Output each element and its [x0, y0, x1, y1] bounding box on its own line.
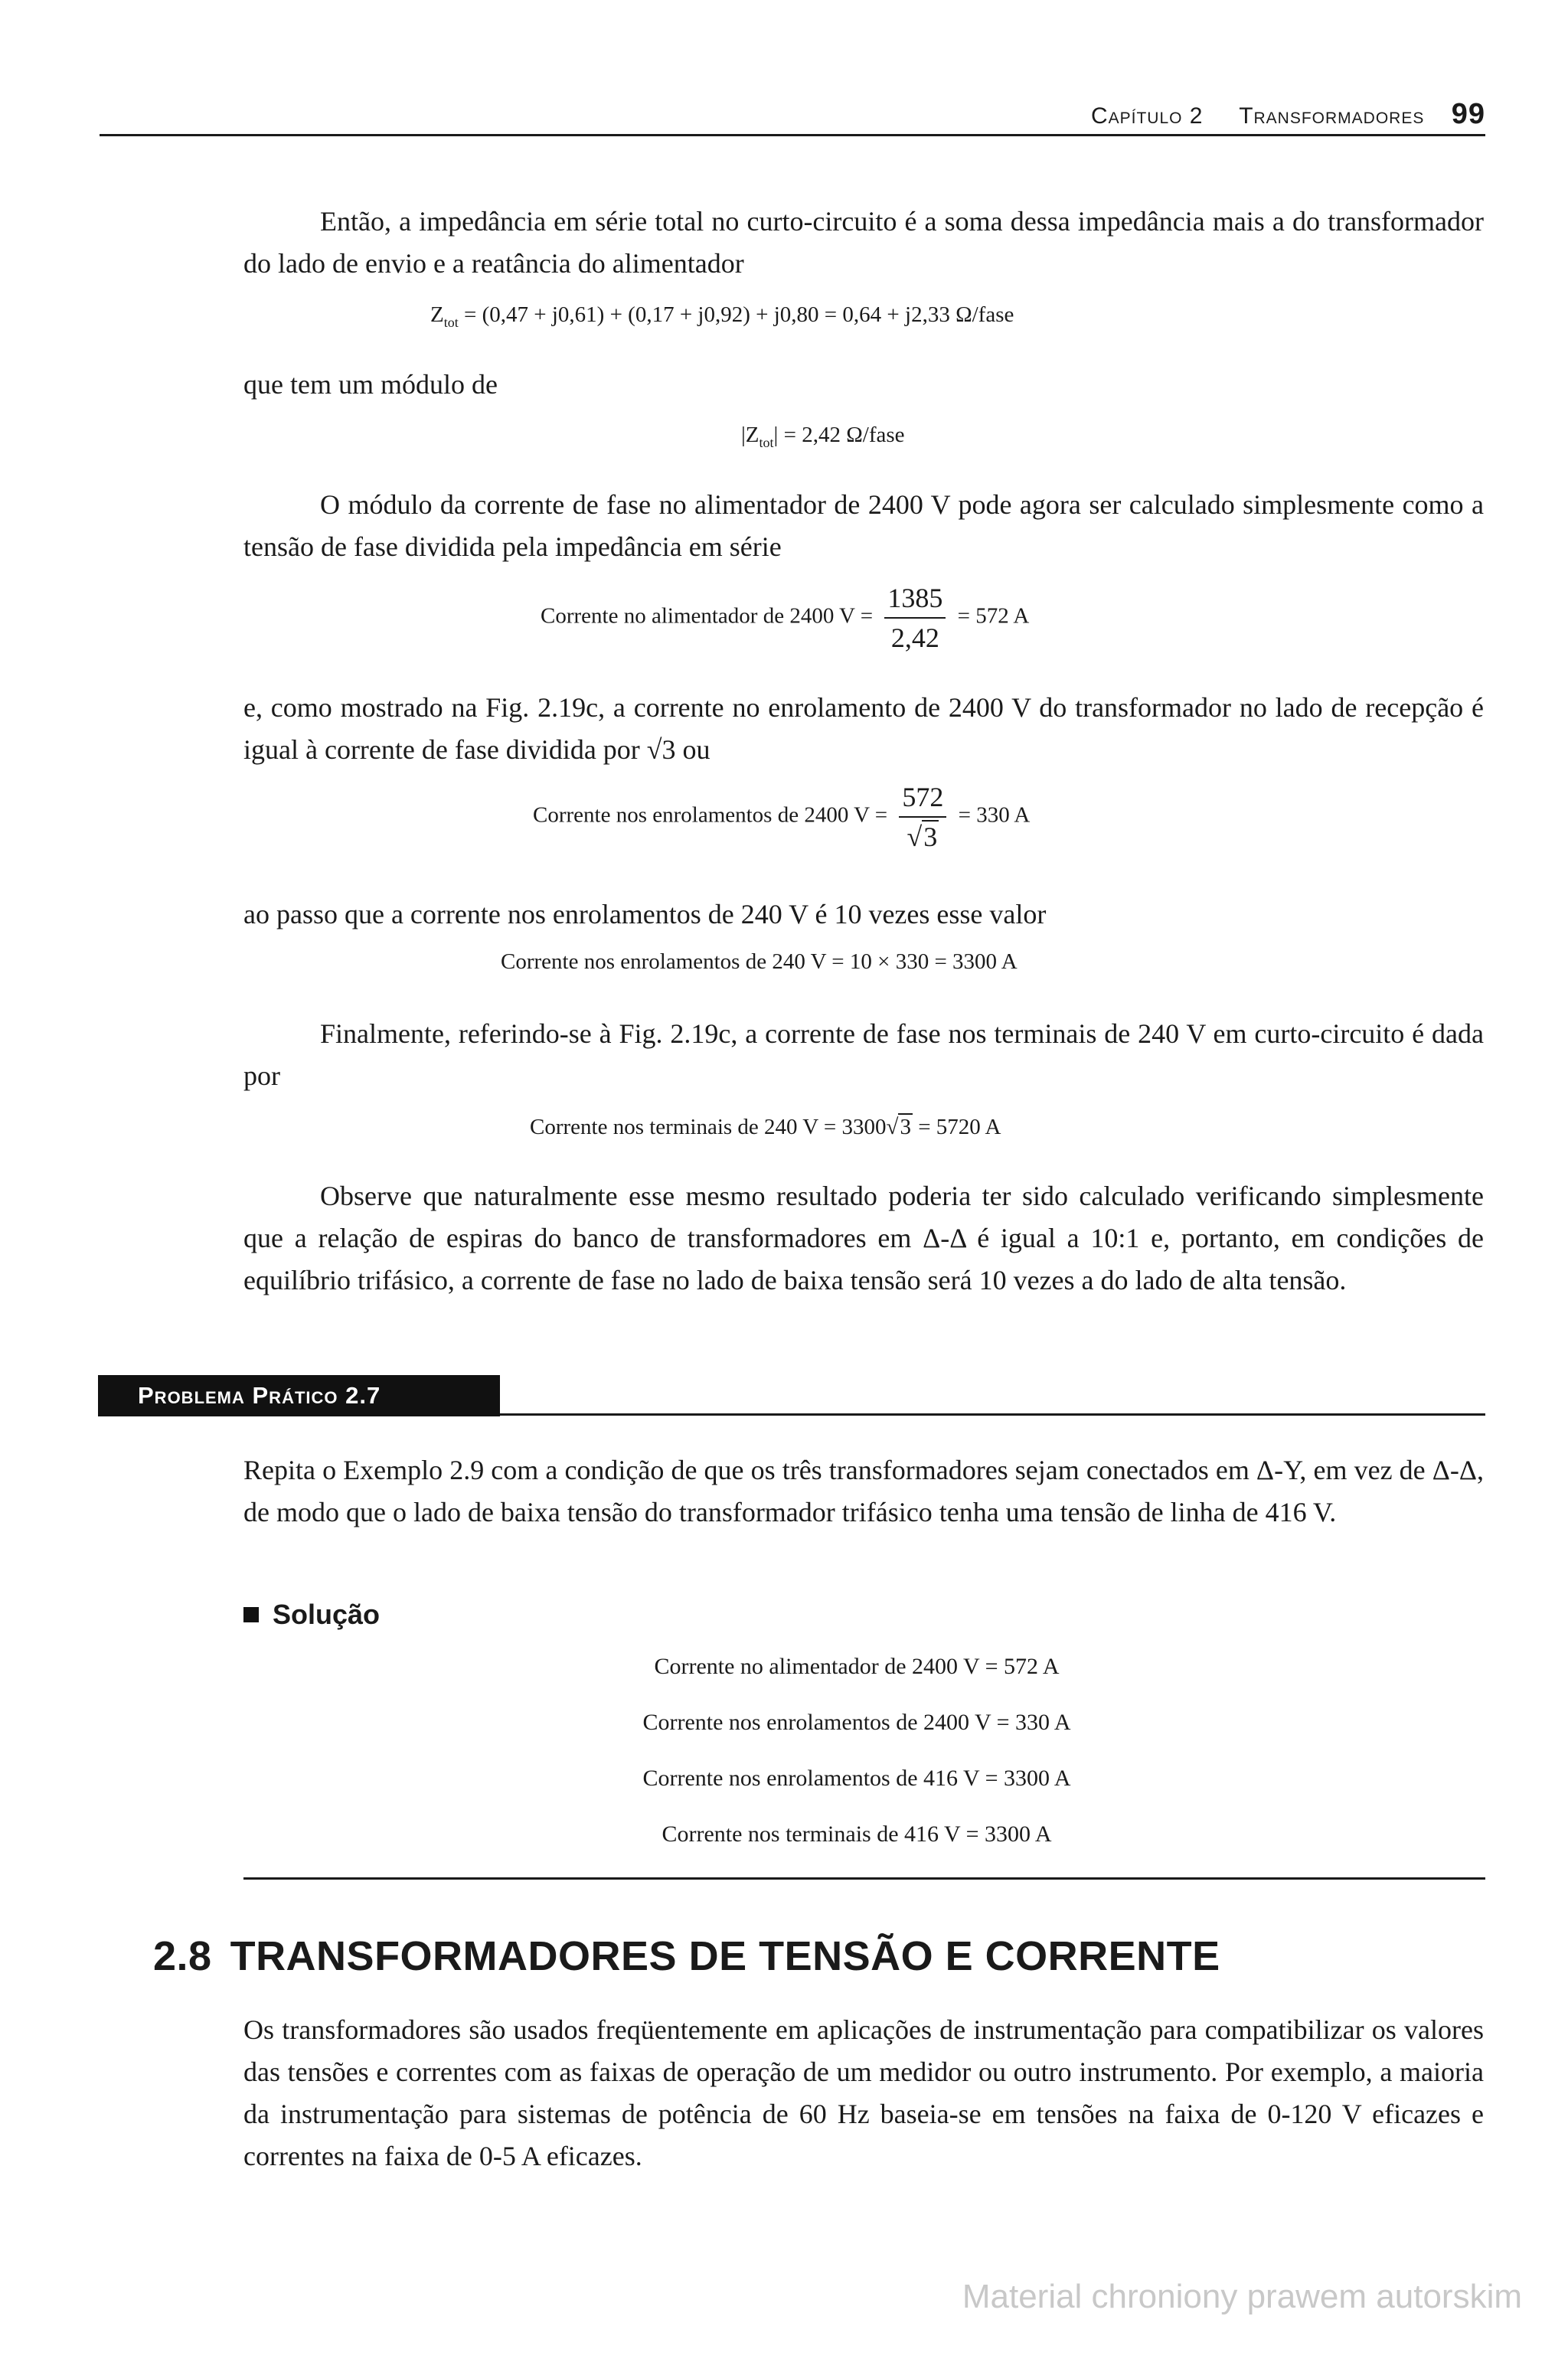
equation-terminal-240 — [530, 1115, 1001, 1140]
eq2-rhs: | = 2,42 Ω/fase — [773, 423, 905, 447]
equation-z-total — [430, 302, 1014, 331]
eq6-radicand: 3 — [900, 1115, 911, 1139]
practice-problem-label — [98, 1375, 500, 1416]
equation-winding-240: Corrente nos enrolamentos de 240 V = 10 × 330 = 3300 A — [501, 949, 1018, 974]
solution-heading — [243, 1599, 380, 1631]
eq3-fraction — [884, 582, 946, 654]
page-number: 99 — [1451, 98, 1485, 130]
eq6-lhs: Corrente nos terminais de 240 V = 3300 — [530, 1115, 887, 1139]
section-title-text: TRANSFORMADORES DE TENSÃO E CORRENTE — [230, 1933, 1220, 1979]
paragraph-phase-current: O módulo da corrente de fase no alimentador de 2400 V pode agora ser calculado simplesmente como a tensão de fase dividida pela impedância em série — [243, 489, 1484, 562]
section-title — [153, 1932, 1220, 1980]
paragraph-observation: Observe que naturalmente esse mesmo resultado poderia ter sido calculado verificando simplesmente que a relação de espiras do banco de transformadores em Δ-Δ é igual a 10:1 e, portanto, em condições de equilíbrio trifásico, a corrente de fase no lado de baixa tensão será 10 vezes a do lado de alta tensão. — [243, 1181, 1484, 1295]
solution-line: Corrente nos enrolamentos de 2400 V = 330 A — [642, 1710, 1071, 1735]
eq3-rhs: = 572 A — [957, 603, 1030, 629]
paragraph-winding-current: e, como mostrado na Fig. 2.19c, a corrente no enrolamento de 2400 V do transformador no lado de recepção é igual à corrente de fase dividida por √3 ou — [243, 692, 1484, 765]
eq6-rhs: = 5720 A — [918, 1115, 1001, 1139]
eq3-denominator: 2,42 — [890, 622, 939, 653]
equation-feeder-current — [541, 582, 1029, 654]
running-header — [1091, 98, 1485, 131]
eq2-lhs: |Z — [741, 423, 760, 447]
bullet-square-icon — [243, 1607, 259, 1622]
chapter-label: Capítulo 2 — [1090, 103, 1204, 129]
practice-problem-text: Repita o Exemplo 2.9 com a condição de que os três transformadores sejam conectados em Δ-Y, em vez de Δ-Δ, de modo que o lado de baixa tensão do transformador trifásico tenha uma tensão de linha de 416 V. — [243, 1455, 1484, 1527]
equation-z-modulus — [741, 423, 905, 451]
solution-line: Corrente no alimentador de 2400 V = 572 A — [654, 1654, 1060, 1679]
eq6-sqrt-sign: √ — [886, 1115, 899, 1139]
equation-winding-2400 — [533, 781, 1030, 853]
practice-problem-label-text: Problema Prático 2.7 — [138, 1382, 381, 1409]
eq1-rhs: = (0,47 + j0,61) + (0,17 + j0,92) + j0,80 = 0,64 + j2,33 Ω/fase — [463, 302, 1014, 327]
eq1-lhs: Z — [430, 302, 444, 327]
eq3-lhs: Corrente no alimentador de 2400 V = — [541, 603, 874, 629]
eq4-numerator: 572 — [899, 781, 946, 818]
eq4-lhs: Corrente nos enrolamentos de 2400 V = — [533, 802, 888, 828]
practice-problem-rule — [500, 1413, 1485, 1416]
chapter-title: Transformadores — [1239, 103, 1425, 129]
solution-label: Solução — [273, 1599, 381, 1630]
eq4-sqrt-sign: √ — [906, 822, 923, 852]
paragraph-modulus-intro: que tem um módulo de — [243, 369, 498, 400]
paragraph-total-impedance: Então, a impedância em série total no curto-circuito é a soma dessa impedância mais a do transformador do lado de envio e a reatância do alimentador — [243, 206, 1484, 279]
eq4-fraction — [899, 781, 946, 853]
solution-line: Corrente nos terminais de 416 V = 3300 A — [662, 1821, 1052, 1847]
paragraph-240v-intro: ao passo que a corrente nos enrolamentos de 240 V é 10 vezes esse valor — [243, 899, 1047, 929]
eq3-numerator: 1385 — [884, 582, 946, 619]
eq1-subscript: tot — [443, 314, 459, 330]
eq4-denominator — [899, 818, 946, 853]
copyright-watermark: Material chroniony prawem autorskim — [962, 2278, 1522, 2315]
practice-end-rule — [243, 1877, 1485, 1880]
section-paragraph: Os transformadores são usados freqüentemente em aplicações de instrumentação para compatibilizar os valores das tensões e correntes com as faixas de operação de um medidor ou outro instrumento. Por exemplo, a maioria da instrumentação para sistemas de potência de 60 Hz baseia-se em tensões na faixa de 0-120 V eficazes e correntes na faixa de 0-5 A eficazes. — [243, 2014, 1484, 2171]
eq4-radicand: 3 — [923, 822, 938, 852]
header-rule — [100, 134, 1485, 136]
section-number: 2.8 — [153, 1933, 212, 1979]
solution-line: Corrente nos enrolamentos de 416 V = 3300 A — [642, 1766, 1071, 1791]
eq4-rhs: = 330 A — [958, 802, 1031, 828]
eq2-subscript: tot — [759, 434, 774, 450]
paragraph-terminal-current: Finalmente, referindo-se à Fig. 2.19c, a corrente de fase nos terminais de 240 V em curto-circuito é dada por — [243, 1018, 1484, 1091]
